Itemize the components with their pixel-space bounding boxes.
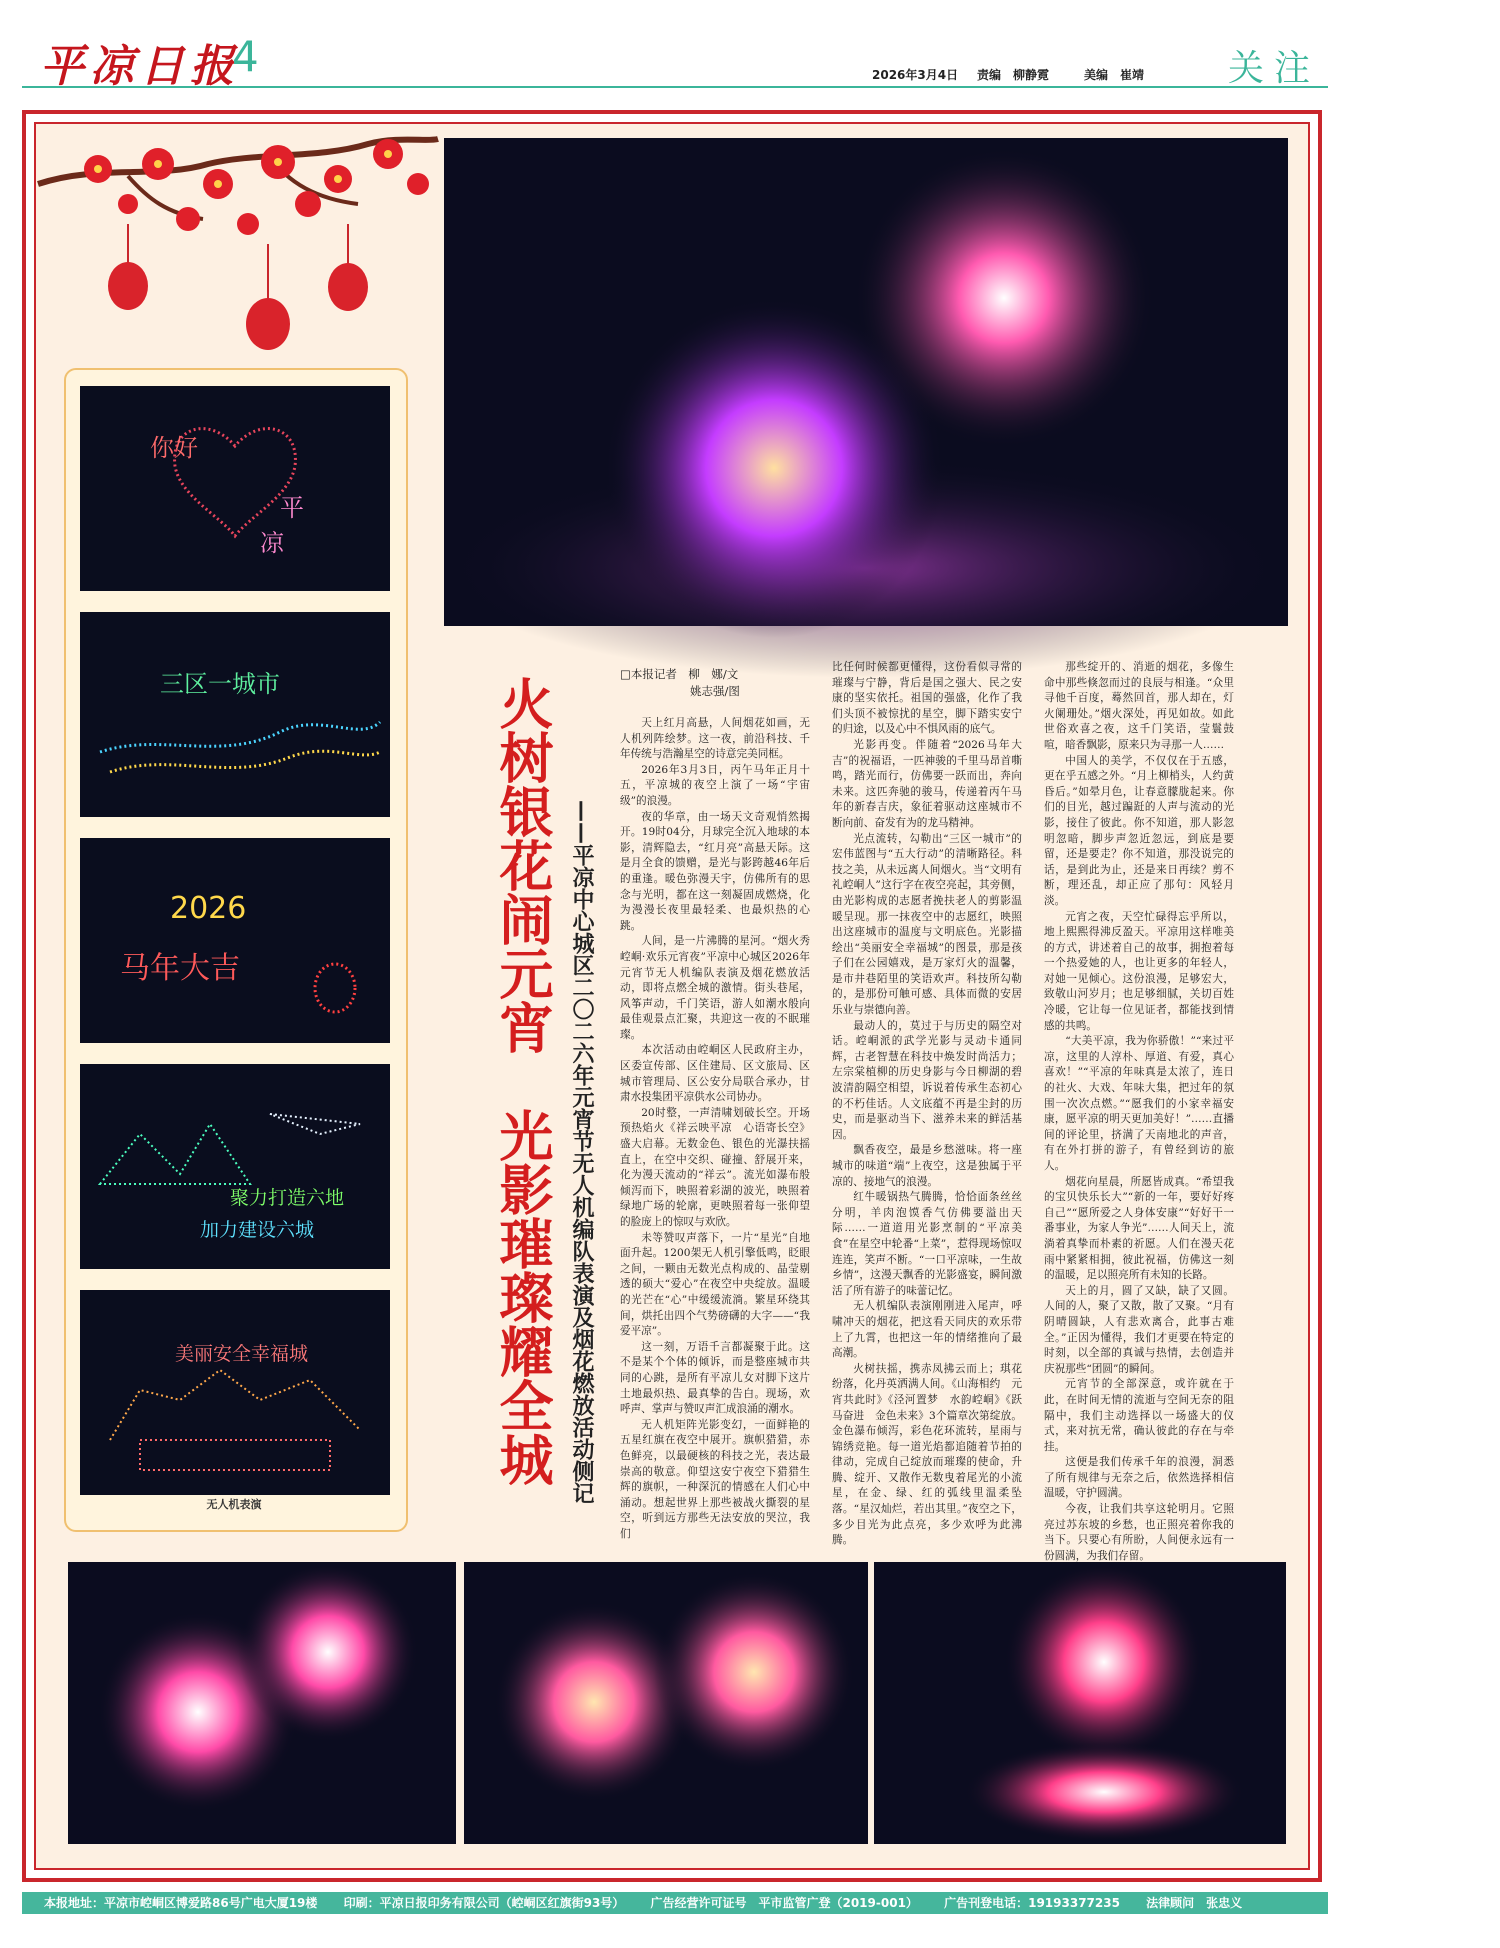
paragraph: 天上红月高悬，人间烟花如画，无人机列阵绘梦。这一夜，前沿科技、千年传统与浩瀚星空的诗意完美同框。 bbox=[620, 717, 810, 761]
paragraph: 人间，是一片沸腾的星河。“烟火秀崆峒·欢乐元宵夜”平凉中心城区2026年元宵节无人机编队表演及烟花燃放活动，即将点燃全城的激情。街头巷尾，风筝声动，千门笑语，游人如潮水般向最佳观景点汇聚，共迎这一夜的不眠璀璨。 bbox=[620, 935, 810, 1041]
paragraph: 那些绽开的、消逝的烟花，多像生命中那些倏忽而过的良辰与相逢。“众里寻他千百度，蓦然回首，那人却在，灯火阑珊处。”烟火深处，再见如故。如此世俗欢喜之夜，这千门笑语，莹鬟鼓喧，暗香飘影，原来只为寻那一人…… bbox=[1044, 661, 1234, 751]
drone-text: 加力建设六城 bbox=[200, 1219, 315, 1241]
drone-show-photo-5 bbox=[80, 1290, 390, 1495]
byline bbox=[620, 666, 810, 700]
drone-text: 美丽安全幸福城 bbox=[175, 1343, 309, 1365]
drone-text: 2026 bbox=[170, 891, 247, 926]
drone-text: 三区一城市 bbox=[160, 670, 280, 698]
fireworks-photo-bottom-right bbox=[874, 1562, 1286, 1844]
paragraph: 今夜，让我们共享这轮明月。它照亮过苏东坡的乡愁，也正照亮着你我的当下。只要心有所盼，人间便永远有一份圆满，为我们存留。 bbox=[1044, 1503, 1234, 1562]
paragraph: 2026年3月3日，丙午马年正月十五，平凉城的夜空上演了一场“宇宙级”的浪漫。 bbox=[620, 763, 810, 807]
drone-show-photo-4 bbox=[80, 1064, 390, 1269]
paragraph: 这便是我们传承千年的浪漫，洞悉了所有规律与无奈之后，依然选择相信温暖，守护圆满。 bbox=[1044, 1456, 1234, 1500]
masthead bbox=[22, 18, 1328, 92]
paragraph: 红牛暖锅热气腾腾，恰恰面条丝丝分明，羊肉泡馍香气仿佛要溢出天际……一道道用光影烹制的“平凉美食”在星空中轮番“上菜”，惹得现场惊叹连连，笑声不断。“一口平凉味，一生故乡情”，这漫天飘香的光影盛宴，瞬间激活了所有游子的味蕾记忆。 bbox=[832, 1191, 1022, 1297]
paragraph: 这一刻，万语千言都凝聚于此。这不是某个个体的倾诉，而是整座城市共同的心跳，是所有平凉儿女对脚下这片土地最炽热、最真挚的告白。现场，欢呼声、掌声与赞叹声汇成浪涌的潮水。 bbox=[620, 1340, 810, 1416]
paragraph: 火树扶摇，携赤凤拂云而上；琪花纷落，化丹英洒满人间。《山海相约 元宵共此时》《泾河置梦 水韵崆峒》《跃马奋进 金色未来》3个篇章次第绽放。金色瀑布倾泻，彩色花环流转，星雨与锦绣竞艳。每一道光焰都追随着节拍的律动，完成自己绽放而璀璨的使命，升腾、绽开、又散作无数曳着尾光的小流星，在金、绿、红的弧线里温柔坠落。“星汉灿烂，若出其里。”夜空之下，多少目光为此点亮，多少欢呼为此沸腾。 bbox=[832, 1362, 1022, 1547]
paragraph: 最动人的，莫过于与历史的隔空对话。崆峒派的武学光影与灵动卡通同辉，古老智慧在科技中焕发时尚活力；左宗棠植柳的历史身影与今日柳湖的碧波清韵隔空相望，诉说着传承生态初心的不朽佳话。人文底蕴不再是尘封的历史，而是驱动当下、滋养未来的鲜活基因。 bbox=[832, 1019, 1022, 1141]
paragraph: 天上的月，圆了又缺，缺了又圆。人间的人，聚了又散，散了又聚。“月有阴晴圆缺，人有悲欢离合，此事古难全。”正因为懂得，我们才更要在特定的时刻，以全部的真诚与热情，去创造并庆祝那些“团圆”的瞬间。 bbox=[1044, 1284, 1234, 1375]
paragraph: 烟花向星晨，所愿皆成真。“希望我的宝贝快乐长大”“新的一年，要好好疼自己”“愿所爱之人身体安康”“好好干一番事业，为家人争光”……人间天上，流淌着真挚而朴素的祈愿。人们在漫天花雨中紧紧相拥，彼此祝福，仿佛这一刻的温暖，足以照亮所有未知的长路。 bbox=[1044, 1175, 1234, 1282]
issue-date: 2026年3月4日 bbox=[872, 68, 959, 82]
drone-text: 你好 bbox=[150, 434, 198, 462]
article-column-3 bbox=[1044, 660, 1234, 1562]
paragraph: 光影再变。伴随着“2026马年大吉”的祝福语，一匹神骏的千里马昂首嘶鸣，踏光而行，仿佛要一跃而出，奔向未来。这匹奔驰的骏马，传递着丙午马年的新春吉庆，象征着驱动这座城市不断向前、奋发有为的龙马精神。 bbox=[832, 738, 1022, 829]
newspaper-logo: 平凉日报 bbox=[40, 41, 240, 92]
drone-show-photo-1 bbox=[80, 386, 390, 591]
drone-text: 凉 bbox=[260, 529, 284, 557]
article-column-2 bbox=[832, 660, 1022, 1547]
paragraph: 中国人的美学，不仅仅在于五感，更在乎五感之外。“月上柳梢头，人约黄昏后。”如晕月色，让春意朦胧起来。你们的目光，越过蹁跹的人声与流动的光影，接住了彼此。你不知道，那人影忽明忽暗，脚步声忽近忽远，到底是要留，还是要走？你不知道，那没说完的话，是到此为止，还是来日再续？剪不断，理还乱，却正应了那句：风轻月淡。 bbox=[1044, 754, 1234, 907]
drone-text: 平 bbox=[280, 494, 304, 522]
fireworks-photo-bottom-center bbox=[464, 1562, 868, 1844]
drone-show-photo-3 bbox=[80, 838, 390, 1043]
drone-text: 马年大吉 bbox=[120, 951, 240, 986]
footer-ad-license: 广告经营许可证号 平市监管广登（2019-001） bbox=[650, 1896, 918, 1910]
paragraph: 飘香夜空，最是乡愁滋味。将一座城市的味道“端”上夜空，这是独属于平凉的、接地气的浪漫。 bbox=[832, 1144, 1022, 1188]
paragraph: 20时整，一声清啸划破长空。开场预热焰火《祥云映平凉 心语寄长空》盛大启幕。无数金色、银色的光瀑扶摇直上，在空中交织、碰撞、舒展开来，化为漫天流动的“祥云”。流光如瀑布般倾泻而下，映照着彩湖的波光，映照着绿地广场的轮廓，更映照着每一张仰望的脸庞上的惊叹与欢欣。 bbox=[620, 1106, 810, 1228]
footer-printer: 印刷：平凉日报印务有限公司（崆峒区红旗街93号） bbox=[343, 1896, 625, 1910]
article-headline: 火树银花闹元宵 光影璀璨耀全城 bbox=[491, 676, 554, 1486]
paragraph: 无人机矩阵光影变幻，一面鲜艳的五星红旗在夜空中展开。旗帜猎猎，赤色鲜亮，以最硬核的科技之光，表达最崇高的敬意。仰望这安宁夜空下猎猎生辉的旗帜，一种深沉的情感在人们心中涌动。想起世界上那些被战火撕裂的星空，听到远方那些无法安放的哭泣，我们 bbox=[620, 1418, 810, 1540]
drone-panel-caption: 无人机表演 bbox=[206, 1498, 262, 1511]
editor-credit: 责编 柳静霓 bbox=[977, 68, 1050, 82]
drone-text: 聚力打造六地 bbox=[230, 1187, 345, 1209]
footer-ad-phone: 广告刊登电话：19193377235 bbox=[944, 1896, 1120, 1910]
footer-bar bbox=[22, 1892, 1328, 1914]
byline-reporter: □本报记者 柳 娜/文 bbox=[620, 667, 739, 681]
paragraph: 元宵节的全部深意，或许就在于此，在时间无情的流逝与空间无奈的阻隔中，我们主动选择以一场盛大的仪式，来对抗无常，确认彼此的存在与牵挂。 bbox=[1044, 1378, 1234, 1453]
plum-blossom-lantern-decoration bbox=[38, 124, 438, 354]
paragraph: 元宵之夜，天空忙碌得忘乎所以，地上熙熙得沸反盈天。平凉用这样唯美的方式，讲述着自己的故事，拥抱着每一个热爱她的人，也让更多的年轻人，对她一见倾心。这份浪漫，足够宏大，致敬山河岁月；也足够细腻，关切百姓冷暖，它让每一位见证者，都能找到情感的共鸣。 bbox=[1044, 910, 1234, 1032]
fireworks-photo-bottom-left bbox=[68, 1562, 456, 1844]
paragraph: 未等赞叹声落下，一片“星光”自地面升起。1200架无人机引擎低鸣，眨眼之间，一颗由无数光点构成的、晶莹剔透的硕大“爱心”在夜空中央绽放。温暖的光芒在“心”中缓缓流淌。繁星环绕其间，烘托出四个气势磅礴的大字——“我爱平凉”。 bbox=[620, 1231, 810, 1338]
paragraph: 光点流转，勾勒出“三区一城市”的宏伟蓝图与“五大行动”的清晰路径。科技之美，从未远离人间烟火。当“文明有礼崆峒人”这行字在夜空亮起，其旁侧，由光影构成的志愿者挽扶老人的剪影温暖呈现。那一抹夜空中的志愿红，映照出这座城市的温度与文明底色。光影描绘出“美丽安全幸福城”的图景，那是孩子们在公园嬉戏，是万家灯火的温馨，是市井巷陌里的笑语欢声。科技所勾勒的，是那份可触可感、具体而微的安居乐业与崇德向善。 bbox=[832, 832, 1022, 1017]
paragraph: “大美平凉，我为你骄傲！”“来过平凉，这里的人淳朴、厚道、有爱，真心喜欢！”“平凉的年味真是太浓了，连日的社火、大戏、年味大集，把过年的氛围一次次点燃。”“愿我们的小家幸福安康，愿平凉的明天更加美好！”……直播间的评论里，挤满了天南地北的声音，有在外打拼的游子，有曾经到访的旅人。 bbox=[1044, 1035, 1234, 1172]
paragraph: 夜的华章，由一场天文奇观悄然揭开。19时04分，月球完全沉入地球的本影，清辉隐去，“红月亮”高悬天际。这是月全食的馈赠，是光与影跨越46年后的重逢。暖色弥漫天宇，仿佛所有的思念与光明，都在这一刻凝固成燃烧，化为漫漫长夜里最轻柔、也最炽热的心跳。 bbox=[620, 810, 810, 932]
article-column-1 bbox=[620, 716, 810, 1540]
paragraph: 本次活动由崆峒区人民政府主办，区委宣传部、区住建局、区文旅局、区城市管理局、区公安分局联合承办，甘肃水投集团平凉供水公司协办。 bbox=[620, 1044, 810, 1104]
article-subheadline: ——平凉中心城区二〇二六年元宵节无人机编队表演及烟花燃放活动侧记 bbox=[569, 800, 594, 1504]
byline-photographer: 姚志强/图 bbox=[690, 684, 740, 698]
section-title: 关注 bbox=[1228, 48, 1321, 89]
footer-legal-counsel: 法律顾问 张忠义 bbox=[1146, 1896, 1243, 1910]
footer-address: 本报地址：平凉市崆峒区博爱路86号广电大厦19楼 bbox=[44, 1896, 318, 1910]
designer-credit: 美编 崔靖 bbox=[1084, 68, 1145, 82]
paragraph: 无人机编队表演刚刚进入尾声，呼啸冲天的烟花，把这看天同庆的欢乐带上了九霄，也把这一年的情绪推向了最高潮。 bbox=[832, 1300, 1022, 1360]
page-number: 4 bbox=[232, 32, 259, 81]
paragraph: 比任何时候都更懂得，这份看似寻常的璀璨与宁静，背后是国之强大、民之安康的坚实依托。祖国的强盛，化作了我们头顶不被惊扰的星空，脚下踏实安宁的归途，以及心中不惧风雨的底气。 bbox=[832, 661, 1022, 736]
drone-show-photo-2 bbox=[80, 612, 390, 817]
main-fireworks-photo bbox=[444, 138, 1288, 626]
